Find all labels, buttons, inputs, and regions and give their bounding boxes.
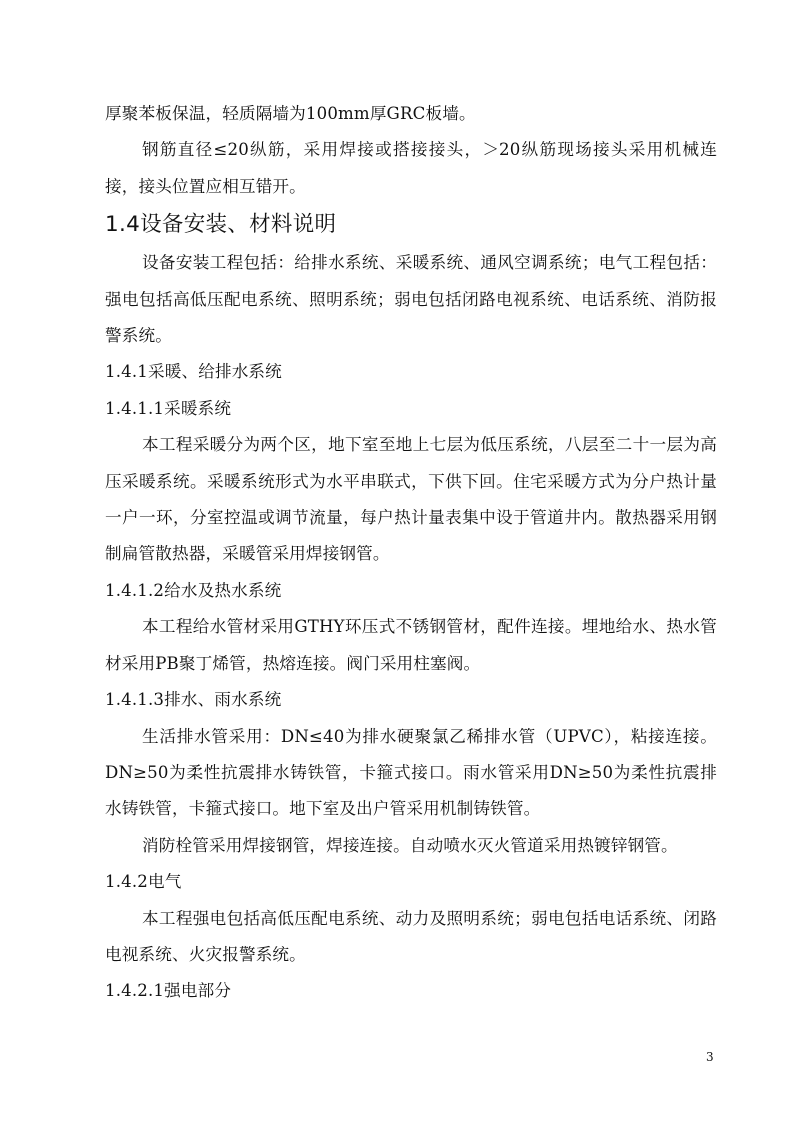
document-body [105, 96, 717, 1010]
subheading-electrical: 1.4.2电气 [105, 872, 182, 892]
paragraph-electrical: 本工程强电包括高低压配电系统、动力及照明系统；弱电包括电话系统、闭路电视系统、火灾报警系统。 [105, 908, 717, 964]
paragraph-drainage: 生活排水管采用：DN≤40为排水硬聚氯乙稀排水管（UPVC），粘接连接。DN≥50为柔性抗震排水铸铁管，卡箍式接口。雨水管采用DN≥50为柔性抗震排水铸铁管，卡箍式接口。地下室及出户管采用机制铸铁管。 [105, 726, 717, 819]
paragraph-fire-pipes: 消防栓管采用焊接钢管，焊接连接。自动喷水灭火管道采用热镀锌钢管。 [142, 835, 678, 855]
paragraph-insulation: 厚聚苯板保温，轻质隔墙为100mm厚GRC板墙。 [105, 104, 476, 123]
page-number: 3 [706, 1050, 714, 1064]
subheading-drainage: 1.4.1.3排水、雨水系统 [105, 690, 282, 710]
paragraph-heating: 本工程采暖分为两个区，地下室至地上七层为低压系统，八层至二十一层为高压采暖系统。采暖系统形式为水平串联式，下供下回。住宅采暖方式为分户热计量一户一环，分室控温或调节流量，每户热计量表集中设于管道井内。散热器采用钢制扁管散热器，采暖管采用焊接钢管。 [105, 435, 717, 564]
subheading-water-supply: 1.4.1.2给水及热水系统 [105, 580, 282, 600]
paragraph-water-supply: 本工程给水管材采用GTHY环压式不锈钢管材，配件连接。埋地给水、热水管材采用PB聚丁烯管，热熔连接。阀门采用柱塞阀。 [105, 617, 717, 673]
section-heading-equipment: 1.4设备安装、材料说明 [105, 212, 337, 238]
subheading-strong-current: 1.4.2.1强电部分 [105, 981, 232, 1001]
paragraph-rebar: 钢筋直径≤20纵筋，采用焊接或搭接接头，＞20纵筋现场接头采用机械连接，接头位置应相互错开。 [105, 140, 717, 196]
subheading-heating-plumbing: 1.4.1采暖、给排水系统 [105, 362, 282, 382]
subheading-heating-system: 1.4.1.1采暖系统 [105, 398, 232, 418]
paragraph-equipment-scope: 设备安装工程包括：给排水系统、采暖系统、通风空调系统；电气工程包括：强电包括高低压配电系统、照明系统；弱电包括闭路电视系统、电话系统、消防报警系统。 [105, 253, 717, 346]
